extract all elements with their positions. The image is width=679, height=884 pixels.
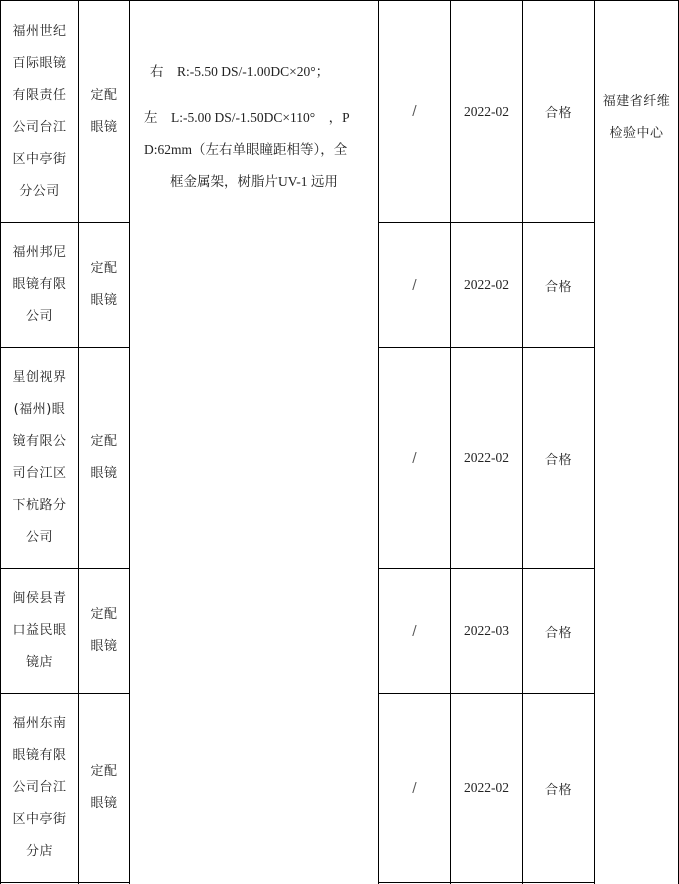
table-row-product bbox=[79, 348, 129, 568]
company-line: 司台江区 bbox=[12, 466, 67, 481]
table-row-company bbox=[1, 694, 78, 882]
company-line: 镜店 bbox=[25, 655, 53, 670]
company-line: 公司 bbox=[25, 530, 53, 545]
table-cell-date: 2022-03 bbox=[464, 623, 509, 638]
institution-cell bbox=[595, 86, 678, 150]
company-line: (福州)眼 bbox=[13, 402, 66, 417]
company-line: 公司台江 bbox=[12, 119, 67, 135]
company-line: 下杭路分 bbox=[12, 498, 67, 513]
product-line: 定配 bbox=[90, 261, 118, 276]
company-line: 福州世纪 bbox=[12, 23, 67, 39]
product-line: 眼镜 bbox=[90, 119, 118, 135]
spec-text: 框金属架，树脂片UV-1 远用 bbox=[170, 174, 338, 189]
institution-line: 检验中心 bbox=[609, 126, 664, 141]
spec-border-top bbox=[129, 0, 379, 1]
company-line: 公司 bbox=[25, 309, 53, 324]
company-line: 福州东南 bbox=[12, 716, 67, 731]
table-cell-result: 合格 bbox=[544, 452, 572, 468]
product-line: 定配 bbox=[90, 607, 118, 622]
table-row-product bbox=[79, 1, 129, 222]
table-row-company bbox=[1, 1, 78, 222]
table-cell-date: 2022-02 bbox=[464, 277, 509, 292]
table-cell-value: / bbox=[412, 780, 417, 796]
product-line: 定配 bbox=[90, 764, 118, 779]
company-line: 星创视界 bbox=[12, 370, 67, 385]
company-line: 公司台江 bbox=[12, 780, 67, 795]
spec-text: 左 L:-5.00 DS/-1.50DC×110° ，P bbox=[144, 110, 350, 125]
company-line: 区中亭街 bbox=[12, 812, 67, 827]
row-divider bbox=[378, 882, 595, 883]
table-cell-result: 合格 bbox=[544, 106, 572, 121]
table-cell-result: 合格 bbox=[544, 625, 572, 641]
product-line: 眼镜 bbox=[90, 293, 118, 308]
spec-line-pd bbox=[132, 134, 376, 166]
table-cell-date: 2022-02 bbox=[464, 450, 509, 465]
company-line: 眼镜有限 bbox=[12, 277, 67, 292]
table-cell-value: / bbox=[412, 104, 417, 119]
table-cell-result: 合格 bbox=[544, 279, 572, 295]
table-row-product bbox=[79, 223, 129, 347]
product-line: 眼镜 bbox=[90, 639, 118, 654]
spec-line-left bbox=[132, 102, 376, 134]
table-cell-value: / bbox=[412, 450, 417, 466]
column-divider bbox=[129, 0, 130, 884]
spec-text: D:62mm（左右单眼瞳距相等），全 bbox=[144, 142, 348, 157]
spec-text: 右 R:-5.50 DS/-1.00DC×20°； bbox=[150, 64, 330, 79]
product-line: 定配 bbox=[90, 434, 118, 449]
table-row-company bbox=[1, 569, 78, 693]
product-line: 眼镜 bbox=[90, 796, 118, 811]
company-line: 镜有限公 bbox=[12, 434, 67, 449]
lens-spec-cell bbox=[132, 56, 376, 198]
table-cell-value: / bbox=[412, 277, 417, 293]
institution-border-top bbox=[594, 0, 679, 1]
company-line: 福州邦尼 bbox=[12, 245, 67, 260]
company-line: 闽侯县青 bbox=[12, 591, 67, 606]
table-row-company bbox=[1, 223, 78, 347]
table-cell-value: / bbox=[412, 623, 417, 639]
company-line: 百际眼镜 bbox=[12, 55, 67, 71]
table-cell-result: 合格 bbox=[544, 782, 572, 798]
company-line: 分店 bbox=[25, 844, 53, 859]
table-cell-date: 2022-02 bbox=[464, 780, 509, 795]
table-row-company bbox=[1, 348, 78, 568]
spec-line-right bbox=[132, 56, 376, 88]
company-line: 眼镜有限 bbox=[12, 748, 67, 763]
row-divider bbox=[0, 882, 130, 883]
company-line: 区中亭街 bbox=[12, 151, 67, 167]
table-cell-date: 2022-02 bbox=[464, 103, 509, 119]
institution-line: 福建省纤维 bbox=[602, 94, 671, 109]
company-line: 有限责任 bbox=[12, 87, 67, 103]
product-line: 定配 bbox=[90, 87, 118, 103]
spec-line-frame bbox=[132, 166, 376, 198]
company-line: 分公司 bbox=[19, 183, 60, 199]
company-line: 口益民眼 bbox=[12, 623, 67, 638]
product-line: 眼镜 bbox=[90, 466, 118, 481]
table-row-product bbox=[79, 694, 129, 882]
table-row-product bbox=[79, 569, 129, 693]
